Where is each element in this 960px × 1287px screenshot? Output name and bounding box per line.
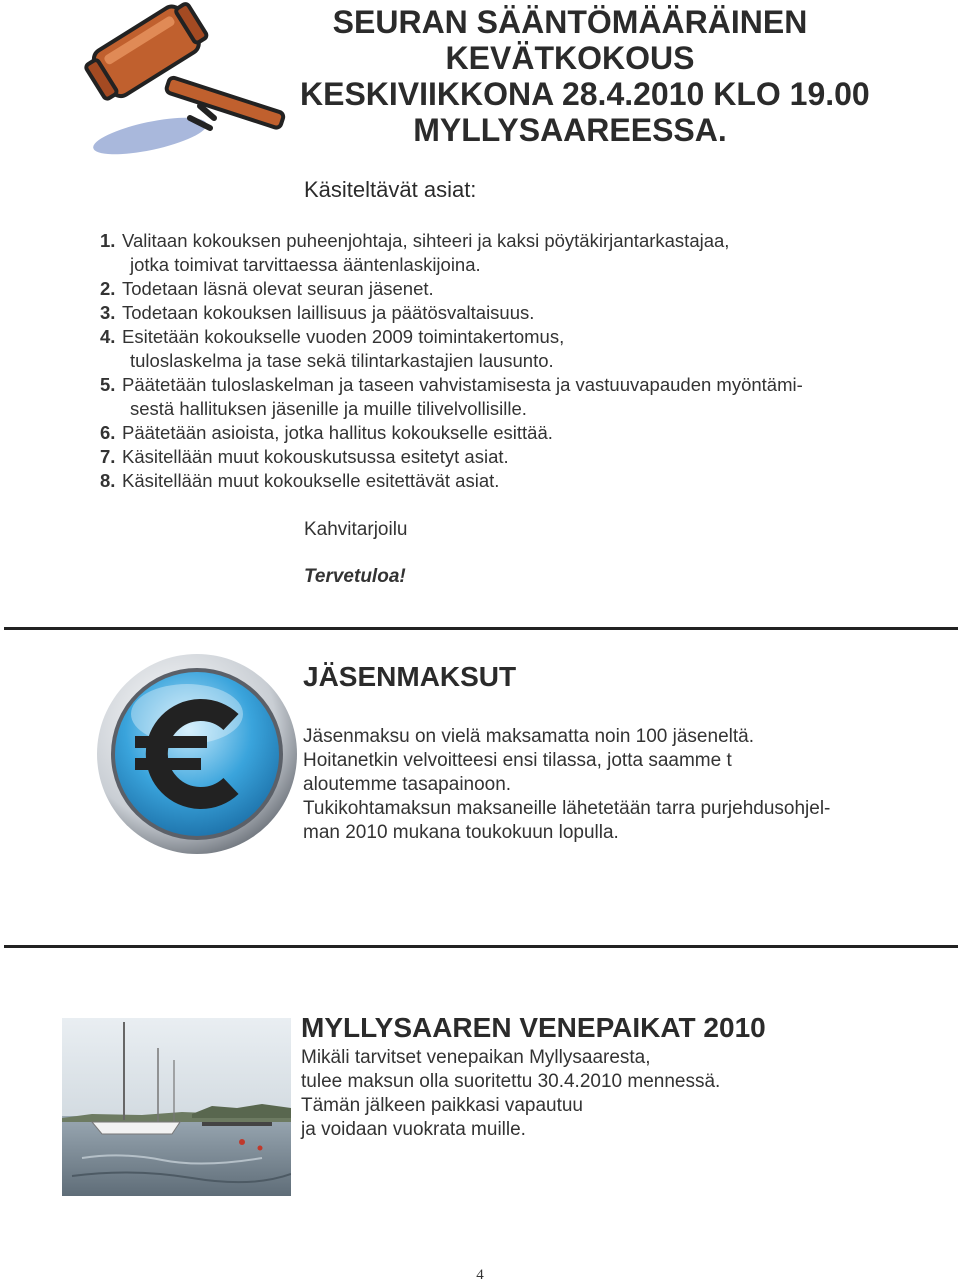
fees-line: Jäsenmaksu on vielä maksamatta noin 100 jäseneltä.	[303, 726, 754, 747]
fees-text	[303, 725, 913, 845]
agenda-item-number: 7.	[100, 446, 116, 467]
agenda-item-text: Käsitellään muut kokoukselle esitettävät asiat.	[122, 470, 500, 491]
agenda-item-number: 6.	[100, 422, 116, 443]
harbor-line: tulee maksun olla suoritettu 30.4.2010 mennessä.	[301, 1071, 721, 1092]
agenda-item-text: Käsitellään muut kokouskutsussa esitetyt asiat.	[122, 446, 509, 467]
agenda-item-number: 1.	[100, 230, 116, 251]
harbor-line: ja voidaan vuokrata muille.	[301, 1119, 526, 1140]
agenda-item-text: Päätetään tuloslaskelman ja taseen vahvistamisesta ja vastuuvapauden myöntämi-	[122, 374, 803, 395]
agenda-item-number: 8.	[100, 470, 116, 491]
fees-line: aloutemme tasapainoon.	[303, 774, 512, 795]
fees-line: Tukikohtamaksun maksaneille lähetetään tarra purjehdusohjel-	[303, 798, 831, 819]
agenda-item-number: 5.	[100, 374, 116, 395]
title-line: KEVÄTKOKOUS	[445, 40, 695, 76]
coffee-note: Kahvitarjoilu	[304, 519, 408, 540]
title-line: SEURAN SÄÄNTÖMÄÄRÄINEN	[332, 4, 808, 40]
agenda-item-text: Todetaan kokouksen laillisuus ja päätösvaltaisuus.	[122, 302, 535, 323]
agenda-item	[100, 277, 920, 301]
harbor-heading: MYLLYSAAREN VENEPAIKAT 2010	[301, 1012, 766, 1043]
section-divider	[4, 945, 958, 948]
section-divider	[4, 627, 958, 630]
agenda-item	[100, 421, 920, 445]
agenda-item-text: Päätetään asioista, jotka hallitus kokoukselle esittää.	[122, 422, 553, 443]
agenda-item-continuation: jotka toimivat tarvittaessa ääntenlaskijoina.	[130, 254, 481, 275]
agenda-item	[100, 445, 920, 469]
fees-heading: JÄSENMAKSUT	[303, 661, 517, 692]
agenda-item	[100, 325, 920, 373]
agenda-heading: Käsiteltävät asiat:	[304, 177, 477, 202]
agenda-item-text: Todetaan läsnä olevat seuran jäsenet.	[122, 278, 434, 299]
agenda-item	[100, 301, 920, 325]
fees-line: Hoitanetkin velvoitteesi ensi tilassa, jotta saamme t	[303, 750, 732, 771]
euro-icon	[95, 652, 300, 857]
agenda-item-number: 4.	[100, 326, 116, 347]
page-number: 4	[476, 1267, 484, 1283]
harbor-line: Tämän jälkeen paikkasi vapautuu	[301, 1095, 584, 1116]
agenda-item-continuation: sestä hallituksen jäsenille ja muille tilivelvollisille.	[130, 398, 527, 419]
harbor-text	[301, 1046, 901, 1142]
agenda-item-text: Esitetään kokoukselle vuoden 2009 toimintakertomus,	[122, 326, 565, 347]
welcome-note: Tervetuloa!	[304, 566, 406, 587]
agenda-item	[100, 229, 920, 277]
agenda-item	[100, 469, 920, 493]
harbor-line: Mikäli tarvitset venepaikan Myllysaaresta,	[301, 1047, 651, 1068]
agenda-list	[100, 229, 920, 493]
fees-line: man 2010 mukana toukokuun lopulla.	[303, 822, 619, 843]
page-title	[300, 4, 870, 148]
agenda-item	[100, 373, 920, 421]
title-line: KESKIVIIKKONA 28.4.2010 KLO 19.00	[300, 76, 870, 112]
agenda-item-continuation: tuloslaskelma ja tase sekä tilintarkastajien lausunto.	[130, 350, 554, 371]
harbor-photo	[62, 1018, 291, 1196]
title-line: MYLLYSAAREESSA.	[413, 112, 727, 148]
agenda-item-number: 3.	[100, 302, 116, 323]
gavel-icon	[78, 0, 288, 160]
agenda-item-text: Valitaan kokouksen puheenjohtaja, sihteeri ja kaksi pöytäkirjantarkastajaa,	[122, 230, 730, 251]
agenda-item-number: 2.	[100, 278, 116, 299]
